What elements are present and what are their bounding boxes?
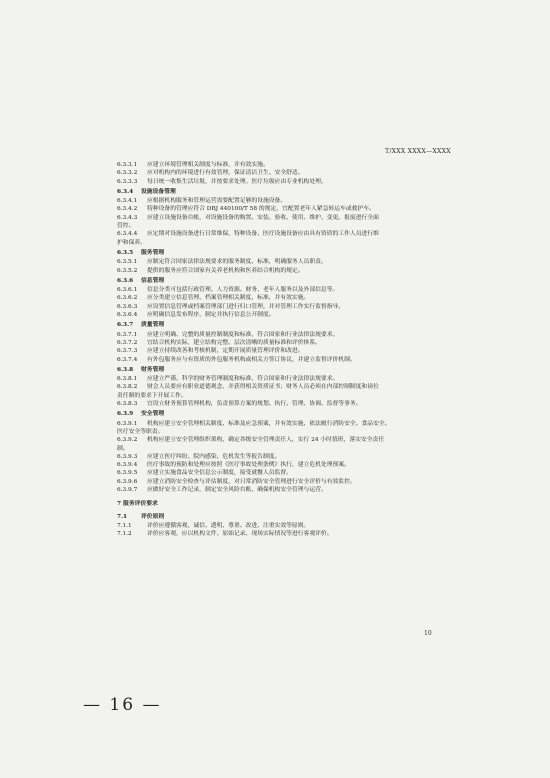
section-heading xyxy=(117,366,442,374)
clause-item xyxy=(117,400,442,408)
clause-item xyxy=(117,178,442,186)
clause-item xyxy=(117,331,442,339)
clause-item xyxy=(117,311,442,319)
clause-first-line xyxy=(117,258,442,266)
clause-number: 7.1.2 xyxy=(117,531,132,538)
clause-item xyxy=(117,258,442,266)
clause-number: 6.3.6.4 xyxy=(117,312,138,319)
section-number: 6.3.6 xyxy=(117,277,134,284)
section-heading xyxy=(117,249,442,257)
clause-number: 6.3.8.2 xyxy=(117,384,138,391)
clause-number: 6.3.6.2 xyxy=(117,295,138,302)
clause-continuation-line: 医疗安全等职责。 xyxy=(117,428,164,435)
clause-item xyxy=(117,356,442,364)
clause-text: 应设置信息管理或档案管理部门进行归口管理，并对管理工作实行监督指导。 xyxy=(147,303,345,310)
clause-text: 应做好安全工作记录，制定安全风险台账、确保机构安全管理与运营。 xyxy=(147,486,327,493)
section-number: 6.3.5 xyxy=(117,249,134,256)
section-title: 信息管理 xyxy=(141,277,165,284)
clause-number: 6.3.9.4 xyxy=(117,462,138,469)
section-number: 7.1 xyxy=(117,513,128,520)
clause-text: 应制定符合国家法律法规要求的服务制度、标准，明确服务人员职责。 xyxy=(147,259,327,266)
clause-number: 6.3.3.2 xyxy=(117,170,138,177)
clause-first-line xyxy=(117,530,442,538)
clause-number: 6.3.7.4 xyxy=(117,356,138,363)
clause-number: 6.3.6.3 xyxy=(117,303,138,310)
clause-text: 宜设立财务预算管理机构，负责预算方案的规划、执行、管理、协调、监督等事务。 xyxy=(147,401,362,408)
clause-item xyxy=(117,469,442,477)
section-title: 财务管理 xyxy=(141,366,165,373)
clause-text: 宜结合机构实际，建立结构完整、层次清晰的质量标准和评价体系。 xyxy=(147,339,321,346)
clause-item xyxy=(117,420,442,437)
clause-number: 6.3.4.2 xyxy=(117,206,138,213)
clause-continuation-line: 管控。 xyxy=(117,223,135,230)
clause-first-line xyxy=(117,205,442,213)
clause-continuation-line: 护和保养。 xyxy=(117,239,146,246)
clause-text: 应建立持续改善和考核机制，定期开展质量管理评价和改进。 xyxy=(147,348,304,355)
clause-item xyxy=(117,486,442,494)
section-number: 6.3.7 xyxy=(117,322,134,329)
clause-item xyxy=(117,205,442,213)
clause-number: 6.3.3.3 xyxy=(117,178,138,185)
clause-first-line xyxy=(117,383,442,391)
clause-item xyxy=(117,197,442,205)
clause-number: 6.3.7.3 xyxy=(117,348,138,355)
section-title: 安全管理 xyxy=(141,411,165,418)
section-number: 6.3.4 xyxy=(117,188,134,195)
clause-text: 评价应客观，应以机构文件、原始记录、现场实际情况等进行客观评价。 xyxy=(147,531,333,538)
clause-first-line xyxy=(117,169,442,177)
clause-number: 6.3.9.6 xyxy=(117,478,138,485)
clause-number: 6.3.9.1 xyxy=(117,420,138,427)
clause-first-line xyxy=(117,161,442,169)
clause-text: 提供的服务应符合国家有关养老机构和医养结合机构的规定。 xyxy=(147,267,304,274)
clause-item xyxy=(117,383,442,400)
clause-first-line xyxy=(117,522,442,530)
clause-number: 6.3.6.1 xyxy=(117,287,138,294)
clause-item xyxy=(117,339,442,347)
clause-first-line xyxy=(117,311,442,319)
clause-item xyxy=(117,436,442,453)
clause-first-line xyxy=(117,303,442,311)
clause-first-line xyxy=(117,400,442,408)
clause-text: 应建立实施食品安全信息公示制度，接受就餐人员监督。 xyxy=(147,470,292,477)
chapter-heading: 7 服务评价要求 xyxy=(117,501,158,508)
clause-text: 财会人员要应有职业道德观念，并获得相关资质证书；财务人员必须在内部控制制度和岗位 xyxy=(147,384,379,391)
clause-number: 6.3.4.3 xyxy=(117,214,138,221)
section-number: 6.3.8 xyxy=(117,366,134,373)
clause-first-line xyxy=(117,286,442,294)
section-heading xyxy=(117,513,442,521)
clause-item xyxy=(117,230,442,247)
document-code: T/XXX XXXX—XXXX xyxy=(385,148,451,155)
section-title: 质量管理 xyxy=(141,322,165,329)
clause-text: 应根据机构服务和管理运营需要配置足够的设施设备。 xyxy=(147,198,287,205)
clause-item xyxy=(117,214,442,231)
clause-first-line xyxy=(117,453,442,461)
clause-item xyxy=(117,286,442,294)
clause-item xyxy=(117,522,442,530)
clause-first-line xyxy=(117,331,442,339)
clause-first-line xyxy=(117,469,442,477)
clause-item xyxy=(117,530,442,538)
clause-first-line xyxy=(117,339,442,347)
clause-continuation-line: 责任制的要求下开展工作。 xyxy=(117,392,187,399)
section-title: 设施设备管理 xyxy=(141,188,176,195)
section-heading xyxy=(117,188,442,196)
clause-text: 应定期对设施设备进行日常维保，特种设备、医疗设施设备应由具有资质的工作人员进行维 xyxy=(147,231,379,238)
section-title: 服务管理 xyxy=(141,249,165,256)
clause-first-line xyxy=(117,294,442,302)
clause-item xyxy=(117,461,442,469)
clause-first-line xyxy=(117,478,442,486)
clause-item xyxy=(117,294,442,302)
clause-first-line xyxy=(117,420,442,428)
section-number: 6.3.9 xyxy=(117,411,134,418)
clause-number: 6.3.5.1 xyxy=(117,259,138,266)
document-body xyxy=(117,161,442,538)
clause-text: 每日统一收集生活垃圾，并按要求处理。医疗垃圾应由专业机构处理。 xyxy=(147,178,327,185)
clause-first-line xyxy=(117,461,442,469)
clause-number: 6.3.9.7 xyxy=(117,486,138,493)
clause-number: 7.1.1 xyxy=(117,522,132,529)
clause-continuation-line: 制。 xyxy=(117,445,129,452)
clause-number: 6.3.5.2 xyxy=(117,267,138,274)
clause-number: 6.3.8.1 xyxy=(117,376,138,383)
clause-text: 应对机构内的环境进行有效管理，保证清洁卫生、安全舒适。 xyxy=(147,170,304,177)
clause-number: 6.3.4.1 xyxy=(117,198,138,205)
clause-text: 应建立严谨、科学的财务管理制度和标准，符合国家和行业法律法规要求。 xyxy=(147,376,339,383)
clause-text: 有外包服务应与有资质的外包服务机构或相关方签订协议，并建立监督评价机制。 xyxy=(147,356,356,363)
clause-first-line xyxy=(117,356,442,364)
clause-item xyxy=(117,375,442,383)
clause-item xyxy=(117,453,442,461)
clause-first-line xyxy=(117,347,442,355)
clause-text: 医疗事故的预防和处理应按照《医疗事故处理条例》执行，建立危机处理预案。 xyxy=(147,462,350,469)
clause-first-line xyxy=(117,375,442,383)
clause-text: 应建立设施设备台帐，对设施设备的购置、安装、验收、使用、维护、变更、报废进行全面 xyxy=(147,214,379,221)
clause-first-line xyxy=(117,486,442,494)
clause-text: 应建立医疗纠纷、院内感染、危机发生等报告制度。 xyxy=(147,453,281,460)
clause-item xyxy=(117,478,442,486)
section-heading xyxy=(117,321,442,329)
section-heading xyxy=(117,277,442,285)
clause-number: 6.3.9.2 xyxy=(117,437,138,444)
clause-text: 特种设备的管理应符合 DBJ 440100/T 58 的规定，宜配置老年人紧急转运车或救护车。 xyxy=(147,206,375,213)
clause-item xyxy=(117,347,442,355)
clause-first-line xyxy=(117,214,442,222)
clause-number: 6.3.9.5 xyxy=(117,470,138,477)
clause-number: 6.3.7.2 xyxy=(117,339,138,346)
clause-text: 机构应建立安全管理组织架构，确定各级安全管理责任人，实行 24 小时值班，落实安全责任 xyxy=(147,437,385,444)
section-title: 评价原则 xyxy=(141,513,165,520)
clause-number: 6.3.4.4 xyxy=(117,231,138,238)
clause-first-line xyxy=(117,230,442,238)
page-number: 10 xyxy=(424,630,432,637)
clause-item xyxy=(117,303,442,311)
clause-text: 信息分类可包括行政管理、人力资源、财务、老年人服务以及外部信息等。 xyxy=(147,287,339,294)
clause-number: 6.3.7.1 xyxy=(117,331,138,338)
clause-text: 评价应遵循客观、诚信、透明、尊重、改进、注重实效等原则。 xyxy=(147,522,310,529)
clause-number: 6.3.9.3 xyxy=(117,453,138,460)
clause-first-line xyxy=(117,178,442,186)
clause-item xyxy=(117,267,442,275)
clause-first-line xyxy=(117,436,442,444)
clause-number: 6.3.8.3 xyxy=(117,401,138,408)
clause-first-line xyxy=(117,267,442,275)
footer-page-number: — 16 — xyxy=(83,695,162,715)
clause-text: 应分类建立信息管理、档案管理相关制度、标准，并有效实施。 xyxy=(147,295,310,302)
clause-number: 6.3.3.1 xyxy=(117,162,138,168)
clause-text: 应建立消防安全检查与评估制度，对日常消防安全管理进行安全评价与有效监控。 xyxy=(147,478,356,485)
clause-item xyxy=(117,161,442,169)
clause-item xyxy=(117,169,442,177)
section-heading xyxy=(117,410,442,418)
clause-text: 应明确信息发布程序，制定并执行信息公开制度。 xyxy=(147,312,275,319)
clause-text: 机构应建立安全管理相关制度、标准及应急预案，并有效实施，依法履行消防安全、食品安全、 xyxy=(147,420,391,427)
clause-text: 应建立环境管理相关制度与标准，并有效实施。 xyxy=(147,162,269,168)
clause-text: 应建立明确、完整的质量控制制度和标准，符合国家和行业法律法规要求。 xyxy=(147,331,339,338)
clause-first-line xyxy=(117,197,442,205)
